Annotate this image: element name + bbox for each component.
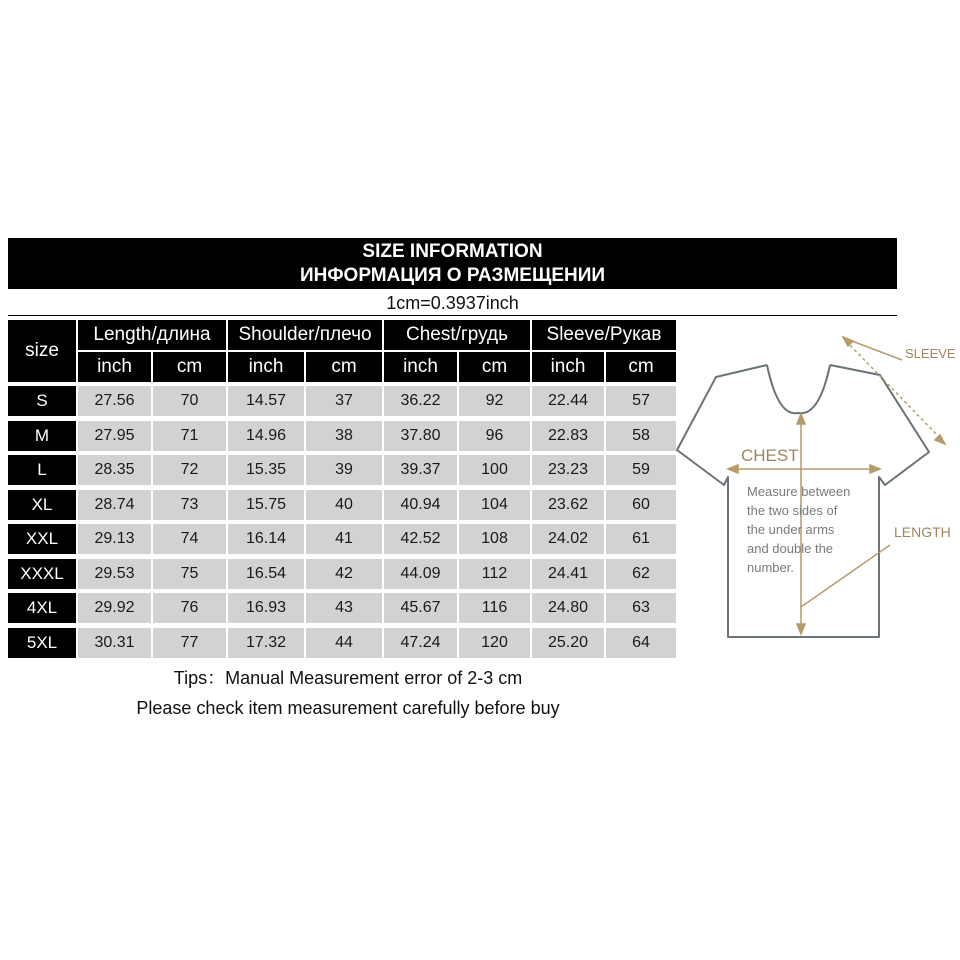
measurement-group-header: Chest/грудь xyxy=(384,320,530,350)
measurement-cell: 43 xyxy=(306,593,382,623)
measurement-cell: 60 xyxy=(606,490,676,520)
note-line: the two sides of xyxy=(747,503,838,518)
measurement-cell: 15.35 xyxy=(228,455,304,485)
measurement-cell: 100 xyxy=(459,455,530,485)
sleeve-label: SLEEVE xyxy=(905,346,956,361)
measurement-group-header: Sleeve/Рукав xyxy=(532,320,676,350)
measurement-cell: 104 xyxy=(459,490,530,520)
measurement-cell: 16.93 xyxy=(228,593,304,623)
measurement-cell: 44 xyxy=(306,628,382,658)
measurement-cell: 37.80 xyxy=(384,421,457,451)
measurement-cell: 116 xyxy=(459,593,530,623)
measurement-cell: 28.35 xyxy=(78,455,151,485)
measurement-cell: 22.83 xyxy=(532,421,604,451)
measurement-cell: 24.02 xyxy=(532,524,604,554)
unit-header: cm xyxy=(153,352,226,382)
note-line: number. xyxy=(747,560,794,575)
measurement-cell: 30.31 xyxy=(78,628,151,658)
measurement-cell: 16.14 xyxy=(228,524,304,554)
unit-header: cm xyxy=(306,352,382,382)
measurement-cell: 96 xyxy=(459,421,530,451)
measurement-cell: 70 xyxy=(153,386,226,416)
measurement-cell: 23.23 xyxy=(532,455,604,485)
title-russian: ИНФОРМАЦИЯ О РАЗМЕЩЕНИИ xyxy=(299,265,606,286)
chest-label: CHEST xyxy=(741,446,799,465)
measurement-note xyxy=(747,484,850,575)
measurement-cell: 22.44 xyxy=(532,386,604,416)
unit-header: inch xyxy=(532,352,604,382)
measurement-cell: 23.62 xyxy=(532,490,604,520)
length-label: LENGTH xyxy=(894,524,951,540)
tshirt-measurement-diagram xyxy=(672,325,960,645)
size-information-banner xyxy=(8,238,897,289)
unit-header: cm xyxy=(459,352,530,382)
measurement-cell: 77 xyxy=(153,628,226,658)
measurement-cell: 92 xyxy=(459,386,530,416)
measurement-cell: 37 xyxy=(306,386,382,416)
measurement-cell: 108 xyxy=(459,524,530,554)
measurement-group-header: Length/длина xyxy=(78,320,226,350)
size-label: M xyxy=(8,421,76,451)
measurement-cell: 58 xyxy=(606,421,676,451)
measurement-cell: 29.53 xyxy=(78,559,151,589)
chest-arrow-icon xyxy=(728,465,880,473)
measurement-cell: 44.09 xyxy=(384,559,457,589)
measurement-cell: 63 xyxy=(606,593,676,623)
measurement-cell: 40 xyxy=(306,490,382,520)
measurement-cell: 39 xyxy=(306,455,382,485)
measurement-cell: 14.96 xyxy=(228,421,304,451)
measurement-cell: 112 xyxy=(459,559,530,589)
size-label: S xyxy=(8,386,76,416)
measurement-cell: 62 xyxy=(606,559,676,589)
measurement-cell: 71 xyxy=(153,421,226,451)
measurement-cell: 29.92 xyxy=(78,593,151,623)
unit-header: inch xyxy=(228,352,304,382)
measurement-cell: 57 xyxy=(606,386,676,416)
unit-conversion: 1cm=0.3937inch xyxy=(386,293,519,313)
measurement-cell: 41 xyxy=(306,524,382,554)
unit-header: cm xyxy=(606,352,676,382)
tshirt-outline-icon xyxy=(677,365,929,637)
measurement-cell: 25.20 xyxy=(532,628,604,658)
measurement-cell: 61 xyxy=(606,524,676,554)
size-label: L xyxy=(8,455,76,485)
note-line: the under arms xyxy=(747,522,835,537)
measurement-cell: 39.37 xyxy=(384,455,457,485)
size-label: XXL xyxy=(8,524,76,554)
measurement-cell: 73 xyxy=(153,490,226,520)
measurement-cell: 72 xyxy=(153,455,226,485)
unit-header: inch xyxy=(78,352,151,382)
measurement-cell: 36.22 xyxy=(384,386,457,416)
size-label: 4XL xyxy=(8,593,76,623)
measurement-cell: 42.52 xyxy=(384,524,457,554)
measurement-cell: 40.94 xyxy=(384,490,457,520)
measurement-cell: 42 xyxy=(306,559,382,589)
note-line: Measure between xyxy=(747,484,851,499)
divider-line xyxy=(8,315,897,316)
size-label: XXXL xyxy=(8,559,76,589)
measurement-cell: 16.54 xyxy=(228,559,304,589)
measurement-cell: 14.57 xyxy=(228,386,304,416)
size-label: 5XL xyxy=(8,628,76,658)
measurement-cell: 27.95 xyxy=(78,421,151,451)
measurement-cell: 28.74 xyxy=(78,490,151,520)
size-label: XL xyxy=(8,490,76,520)
title-english: SIZE INFORMATION xyxy=(362,241,543,262)
measurement-cell: 75 xyxy=(153,559,226,589)
size-column-header: size xyxy=(8,320,76,382)
tips-line-2: Please check item measurement carefully before buy xyxy=(136,698,560,718)
measurement-cell: 74 xyxy=(153,524,226,554)
measurement-cell: 59 xyxy=(606,455,676,485)
tips-line-1: Tips：Manual Measurement error of 2-3 cm xyxy=(173,668,523,688)
measurement-cell: 15.75 xyxy=(228,490,304,520)
measurement-cell: 17.32 xyxy=(228,628,304,658)
measurement-cell: 120 xyxy=(459,628,530,658)
measurement-cell: 27.56 xyxy=(78,386,151,416)
measurement-cell: 29.13 xyxy=(78,524,151,554)
measurement-cell: 38 xyxy=(306,421,382,451)
measurement-cell: 64 xyxy=(606,628,676,658)
measurement-cell: 47.24 xyxy=(384,628,457,658)
measurement-cell: 24.80 xyxy=(532,593,604,623)
measurement-cell: 45.67 xyxy=(384,593,457,623)
measurement-cell: 76 xyxy=(153,593,226,623)
unit-header: inch xyxy=(384,352,457,382)
measurement-group-header: Shoulder/плечо xyxy=(228,320,382,350)
measurement-cell: 24.41 xyxy=(532,559,604,589)
note-line: and double the xyxy=(747,541,834,556)
